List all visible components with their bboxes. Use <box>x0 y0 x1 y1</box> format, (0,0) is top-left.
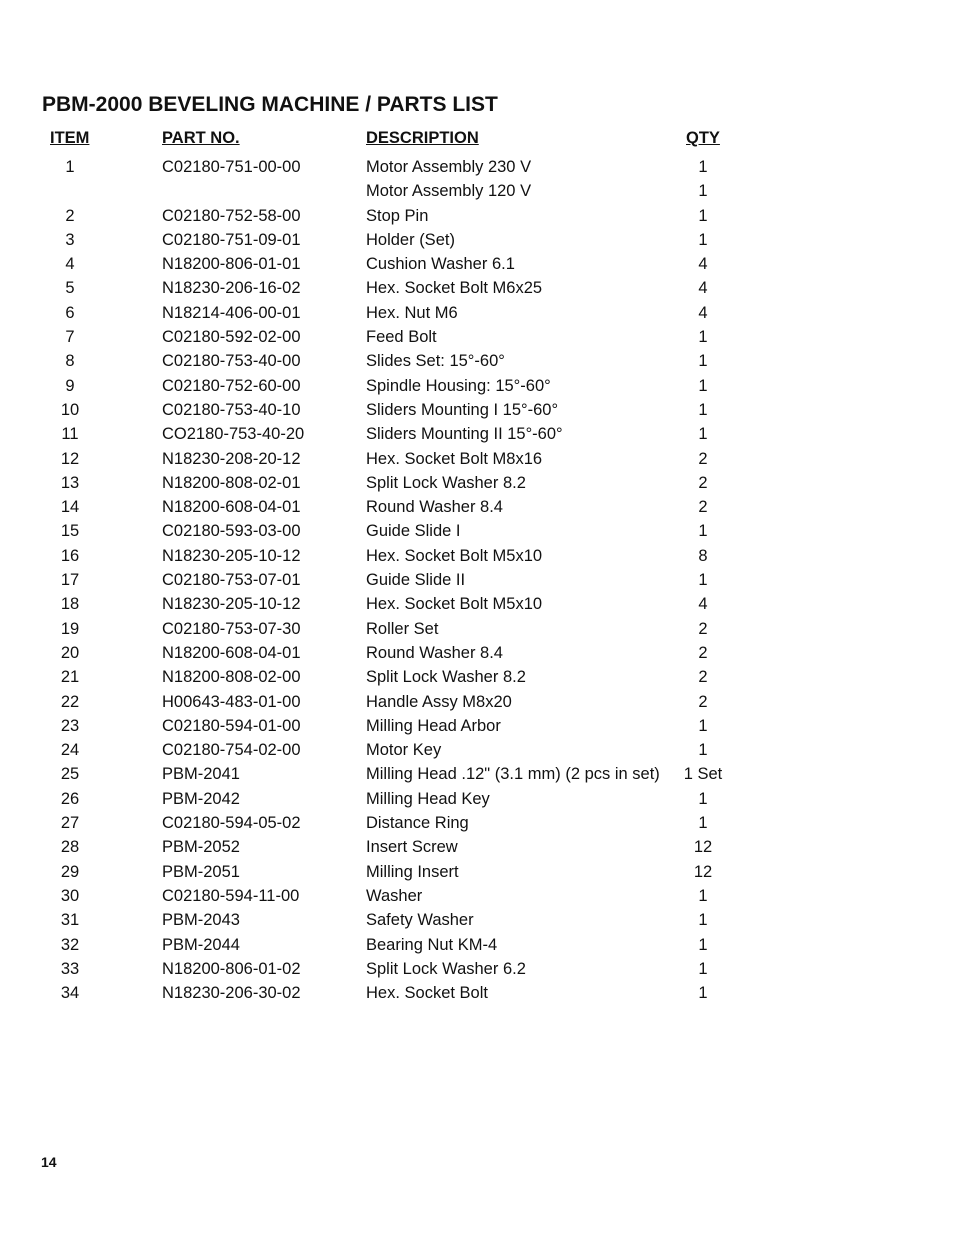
part-number: C02180-753-40-00 <box>162 352 301 371</box>
table-row <box>0 835 954 859</box>
part-description: Distance Ring <box>366 814 469 833</box>
item-number: 22 <box>60 692 80 711</box>
table-row <box>0 179 954 203</box>
table-row <box>0 447 954 471</box>
item-number: 16 <box>60 546 80 565</box>
quantity: 1 <box>698 886 708 905</box>
part-description: Slides Set: 15°-60° <box>366 352 505 371</box>
part-number: C02180-753-07-30 <box>162 619 301 638</box>
part-description: Insert Screw <box>366 838 458 857</box>
quantity: 1 <box>698 959 708 978</box>
part-number: C02180-751-09-01 <box>162 230 301 249</box>
part-number: N18200-608-04-01 <box>162 643 301 662</box>
part-description: Bearing Nut KM-4 <box>366 935 498 954</box>
item-number: 4 <box>65 255 75 274</box>
part-description: Split Lock Washer 8.2 <box>366 668 526 687</box>
item-number: 3 <box>65 230 75 249</box>
table-row <box>0 884 954 908</box>
quantity: 1 <box>698 376 708 395</box>
part-number: PBM-2043 <box>162 911 240 930</box>
item-number: 8 <box>65 352 75 371</box>
item-number: 31 <box>60 911 80 930</box>
item-number: 27 <box>60 814 80 833</box>
item-number: 33 <box>60 959 80 978</box>
quantity: 2 <box>698 668 708 687</box>
quantity: 4 <box>698 279 708 298</box>
item-number: 26 <box>60 789 80 808</box>
table-row <box>0 325 954 349</box>
part-number: N18230-206-16-02 <box>162 279 301 298</box>
page-number: 14 <box>41 1154 57 1170</box>
part-description: Split Lock Washer 6.2 <box>366 959 526 978</box>
item-number: 34 <box>60 984 80 1003</box>
quantity: 4 <box>698 255 708 274</box>
item-number: 17 <box>60 571 80 590</box>
part-number: N18200-806-01-02 <box>162 959 301 978</box>
part-number: N18200-808-02-01 <box>162 473 301 492</box>
quantity: 1 <box>698 789 708 808</box>
part-number: C02180-753-07-01 <box>162 571 301 590</box>
item-number: 30 <box>60 886 80 905</box>
item-number: 11 <box>61 425 79 444</box>
item-number: 7 <box>65 328 75 347</box>
table-row <box>0 641 954 665</box>
table-row <box>0 908 954 932</box>
part-description: Sliders Mounting II 15°-60° <box>366 425 563 444</box>
table-row <box>0 762 954 786</box>
table-row <box>0 811 954 835</box>
table-row <box>0 690 954 714</box>
quantity: 1 <box>698 571 708 590</box>
part-number: PBM-2042 <box>162 789 240 808</box>
part-description: Hex. Socket Bolt M6x25 <box>366 279 543 298</box>
part-number: PBM-2052 <box>162 838 240 857</box>
table-row <box>0 714 954 738</box>
item-number: 12 <box>60 449 80 468</box>
table-row <box>0 957 954 981</box>
part-description: Motor Assembly 120 V <box>366 182 532 201</box>
part-number: C02180-592-02-00 <box>162 328 301 347</box>
item-number: 29 <box>60 862 80 881</box>
table-row <box>0 544 954 568</box>
part-description: Milling Head .12" (3.1 mm) (2 pcs in set) <box>366 765 660 784</box>
item-number: 15 <box>60 522 80 541</box>
part-number: N18230-205-10-12 <box>162 595 301 614</box>
table-row <box>0 568 954 592</box>
quantity: 4 <box>698 595 708 614</box>
header-item: ITEM <box>50 129 90 147</box>
part-number: N18230-205-10-12 <box>162 546 301 565</box>
table-row <box>0 981 954 1005</box>
table-row <box>0 617 954 641</box>
item-number: 24 <box>60 741 80 760</box>
item-number: 18 <box>60 595 80 614</box>
quantity: 1 <box>698 814 708 833</box>
table-row <box>0 933 954 957</box>
part-description: Hex. Socket Bolt M5x10 <box>366 546 543 565</box>
part-description: Roller Set <box>366 619 439 638</box>
part-number: PBM-2051 <box>162 862 240 881</box>
part-number: PBM-2041 <box>162 765 240 784</box>
part-description: Hex. Socket Bolt M5x10 <box>366 595 543 614</box>
item-number: 6 <box>65 303 75 322</box>
table-row <box>0 228 954 252</box>
page-title: PBM-2000 BEVELING MACHINE / PARTS LIST <box>42 93 498 116</box>
part-description: Hex. Socket Bolt <box>366 984 488 1003</box>
part-description: Sliders Mounting I 15°-60° <box>366 400 559 419</box>
part-number: N18230-208-20-12 <box>162 449 301 468</box>
quantity: 2 <box>698 449 708 468</box>
item-number: 19 <box>60 619 80 638</box>
item-number: 32 <box>60 935 80 954</box>
part-description: Hex. Socket Bolt M8x16 <box>366 449 543 468</box>
part-description: Round Washer 8.4 <box>366 498 503 517</box>
part-number: C02180-594-11-00 <box>162 886 300 905</box>
item-number: 9 <box>65 376 75 395</box>
item-number: 25 <box>60 765 80 784</box>
part-number: N18214-406-00-01 <box>162 303 301 322</box>
table-row <box>0 204 954 228</box>
part-description: Spindle Housing: 15°-60° <box>366 376 551 395</box>
quantity: 12 <box>693 838 713 857</box>
item-number: 21 <box>60 668 80 687</box>
quantity: 1 <box>698 984 708 1003</box>
part-description: Hex. Nut M6 <box>366 303 458 322</box>
quantity: 1 <box>698 206 708 225</box>
table-row <box>0 519 954 543</box>
item-number: 13 <box>60 473 80 492</box>
item-number: 10 <box>60 400 80 419</box>
part-number: N18200-808-02-00 <box>162 668 301 687</box>
quantity: 2 <box>698 619 708 638</box>
part-number: C02180-752-60-00 <box>162 376 301 395</box>
table-row <box>0 592 954 616</box>
header-description: DESCRIPTION <box>366 129 479 147</box>
quantity: 1 Set <box>683 765 723 784</box>
part-number: C02180-594-01-00 <box>162 716 301 735</box>
parts-table <box>0 155 954 1005</box>
item-number: 1 <box>65 158 75 176</box>
quantity: 2 <box>698 498 708 517</box>
item-number: 23 <box>60 716 80 735</box>
item-number: 2 <box>65 206 75 225</box>
table-row <box>0 738 954 762</box>
part-description: Holder (Set) <box>366 230 455 249</box>
quantity: 1 <box>698 182 708 201</box>
table-row <box>0 471 954 495</box>
table-row <box>0 665 954 689</box>
part-description: Motor Key <box>366 741 442 760</box>
part-description: Milling Head Arbor <box>366 716 501 735</box>
table-row <box>0 787 954 811</box>
part-description: Stop Pin <box>366 206 429 225</box>
table-row <box>0 422 954 446</box>
quantity: 1 <box>698 911 708 930</box>
quantity: 1 <box>698 522 708 541</box>
part-description: Split Lock Washer 8.2 <box>366 473 526 492</box>
part-description: Milling Insert <box>366 862 459 881</box>
part-description: Guide Slide I <box>366 522 461 541</box>
item-number: 20 <box>60 643 80 662</box>
quantity: 8 <box>698 546 708 565</box>
table-row <box>0 398 954 422</box>
part-description: Washer <box>366 886 423 905</box>
quantity: 1 <box>698 230 708 249</box>
item-number: 14 <box>60 498 80 517</box>
part-number: C02180-751-00-00 <box>162 158 301 176</box>
part-number: N18200-806-01-01 <box>162 255 301 274</box>
part-description: Cushion Washer 6.1 <box>366 255 515 274</box>
part-number: C02180-753-40-10 <box>162 400 301 419</box>
part-number: N18200-608-04-01 <box>162 498 301 517</box>
table-row <box>0 155 954 179</box>
part-number: N18230-206-30-02 <box>162 984 301 1003</box>
quantity: 1 <box>698 400 708 419</box>
part-number: C02180-593-03-00 <box>162 522 301 541</box>
quantity: 1 <box>698 352 708 371</box>
part-description: Safety Washer <box>366 911 474 930</box>
quantity: 1 <box>698 935 708 954</box>
quantity: 2 <box>698 692 708 711</box>
part-description: Motor Assembly 230 V <box>366 158 532 176</box>
header-qty: QTY <box>686 129 720 147</box>
item-number: 28 <box>60 838 80 857</box>
quantity: 1 <box>698 425 708 444</box>
part-number: C02180-752-58-00 <box>162 206 301 225</box>
part-description: Round Washer 8.4 <box>366 643 503 662</box>
table-row <box>0 276 954 300</box>
table-row <box>0 301 954 325</box>
quantity: 1 <box>698 741 708 760</box>
quantity: 1 <box>698 716 708 735</box>
part-description: Guide Slide II <box>366 571 466 590</box>
part-number: C02180-594-05-02 <box>162 814 301 833</box>
table-row <box>0 495 954 519</box>
quantity: 12 <box>693 862 713 881</box>
item-number: 5 <box>65 279 75 298</box>
quantity: 2 <box>698 473 708 492</box>
part-number: H00643-483-01-00 <box>162 692 301 711</box>
part-description: Milling Head Key <box>366 789 490 808</box>
part-number: CO2180-753-40-20 <box>162 425 305 444</box>
part-description: Handle Assy M8x20 <box>366 692 512 711</box>
table-row <box>0 374 954 398</box>
part-number: PBM-2044 <box>162 935 240 954</box>
table-row <box>0 860 954 884</box>
quantity: 1 <box>698 158 708 176</box>
quantity: 2 <box>698 643 708 662</box>
quantity: 4 <box>698 303 708 322</box>
part-description: Feed Bolt <box>366 328 437 347</box>
quantity: 1 <box>698 328 708 347</box>
part-number: C02180-754-02-00 <box>162 741 301 760</box>
table-row <box>0 252 954 276</box>
table-row <box>0 349 954 373</box>
header-part-no: PART NO. <box>162 129 240 147</box>
